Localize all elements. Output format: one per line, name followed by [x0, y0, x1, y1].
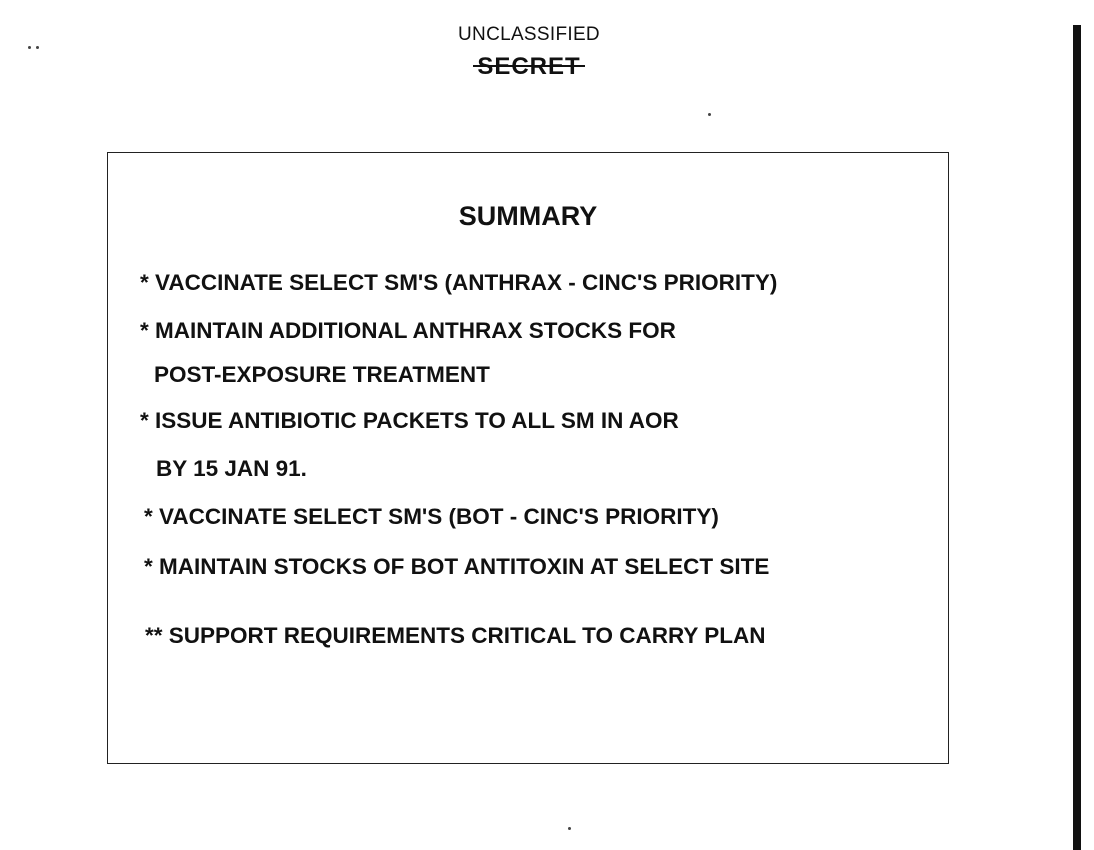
- scan-speck: [568, 827, 571, 830]
- summary-line: POST-EXPOSURE TREATMENT: [154, 362, 490, 387]
- summary-slide: [107, 152, 949, 764]
- classification-marking: UNCLASSIFIED: [458, 24, 600, 45]
- summary-line: ** SUPPORT REQUIREMENTS CRITICAL TO CARRY PLAN: [145, 623, 766, 648]
- summary-line: * ISSUE ANTIBIOTIC PACKETS TO ALL SM IN AOR: [140, 408, 679, 433]
- scan-speck: [28, 46, 31, 49]
- scan-edge-bar: [1073, 25, 1081, 850]
- scan-speck: [708, 113, 711, 116]
- summary-line: * MAINTAIN STOCKS OF BOT ANTITOXIN AT SELECT SITE: [144, 554, 770, 579]
- summary-line: BY 15 JAN 91.: [156, 456, 307, 481]
- summary-line: * MAINTAIN ADDITIONAL ANTHRAX STOCKS FOR: [140, 318, 676, 343]
- summary-line: * VACCINATE SELECT SM'S (BOT - CINC'S PRIORITY): [144, 504, 719, 529]
- struck-classification-text: SECRET: [477, 53, 581, 80]
- slide-title: SUMMARY: [458, 201, 598, 231]
- scan-speck: [36, 46, 39, 49]
- struck-classification-marking: [0, 53, 1058, 81]
- summary-line: * VACCINATE SELECT SM'S (ANTHRAX - CINC'S PRIORITY): [140, 270, 778, 295]
